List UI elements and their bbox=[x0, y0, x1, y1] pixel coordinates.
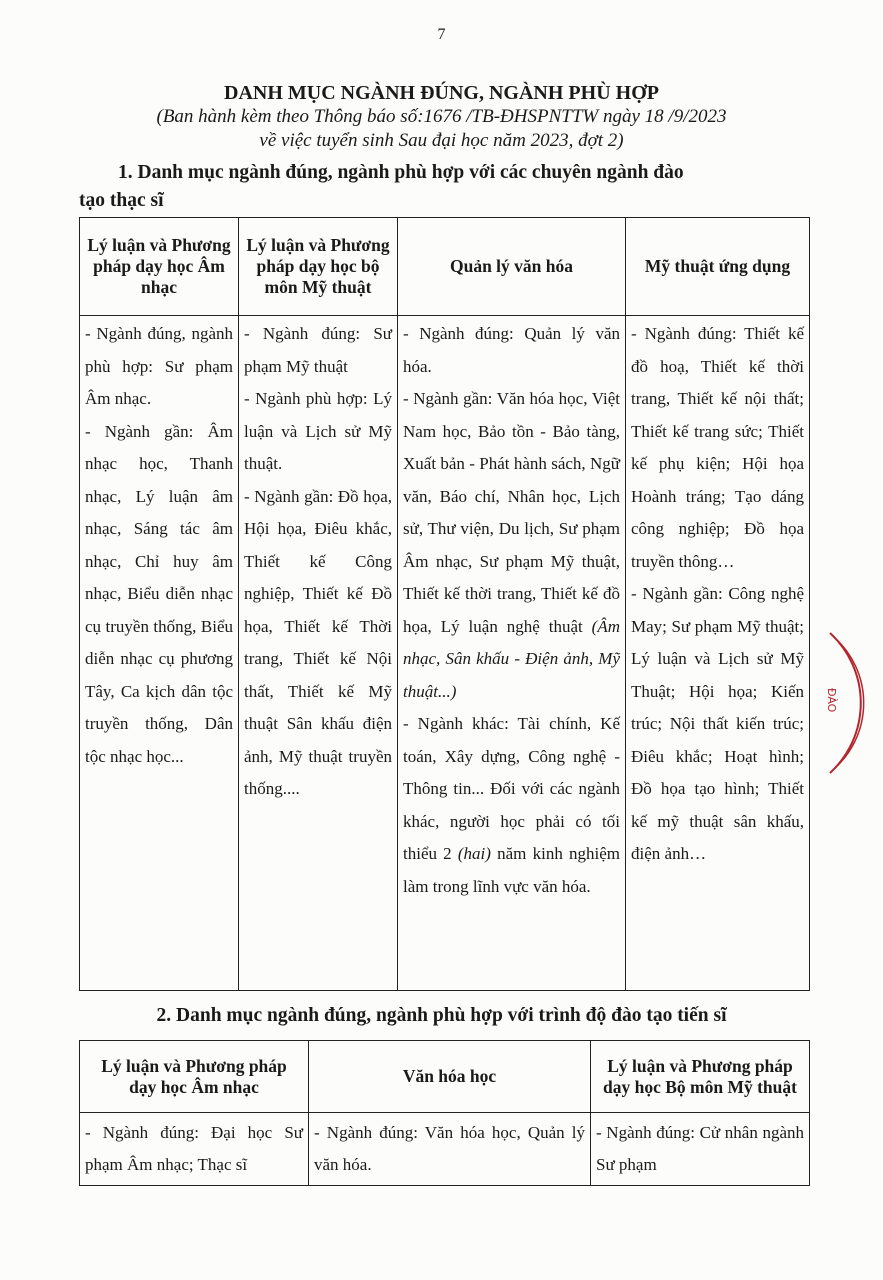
cell-paragraph: - Ngành gần: Đồ họa, Hội họa, Điêu khắc, Thiết kế Công nghiệp, Thiết kế Đồ họa, Thiết kế Thời trang, Thiết kế Nội thất, Thiết kế Mỹ thuật Sân khấu điện ảnh, Mỹ thuật truyền thống.... bbox=[244, 486, 392, 798]
header-cell: Văn hóa học bbox=[309, 1041, 591, 1113]
text: năm kinh nghiệm làm trong lĩnh vực văn hóa. bbox=[403, 844, 621, 896]
italic-text: (hai) bbox=[457, 844, 491, 863]
subtitle-line-1: (Ban hành kèm theo Thông báo số:1676 /TB-ĐHSPNTTW ngày 18 /9/2023 bbox=[156, 106, 727, 127]
header-cell: Lý luận và Phương pháp dạy học Âm nhạc bbox=[80, 1041, 309, 1113]
section-1-heading-cont: tạo thạc sĩ bbox=[79, 190, 164, 211]
table-cell: - Ngành đúng: Đại học Sư phạm Âm nhạc; Thạc sĩ bbox=[80, 1113, 309, 1186]
cell-paragraph: - Ngành đúng: Sư phạm Mỹ thuật bbox=[244, 324, 392, 376]
text: - Ngành gần: Văn hóa học, Việt Nam học, Bảo tồn - Bảo tàng, Xuất bản - Phát hành sách, Ngữ văn, Báo chí, Nhân học, Lịch sử, Thư viện, Du lịch, Sư phạm Âm nhạc, Sư phạm Mỹ thuật, Thiết kế thời trang, Thiết kế đồ họa, Lý luận nghệ thuật bbox=[403, 389, 620, 636]
text: - Ngành khác: Tài chính, Kế toán, Xây dựng, Công nghệ - Thông tin... Đối với các ngành khác, người học phải có tối thiểu 2 bbox=[403, 714, 620, 863]
cell-paragraph: - Ngành đúng: Quản lý văn hóa. bbox=[403, 324, 620, 376]
subtitle-line-2: về việc tuyển sinh Sau đại học năm 2023, đợt 2) bbox=[259, 130, 624, 151]
section-1-heading: 1. Danh mục ngành đúng, ngành phù hợp với các chuyên ngành đào bbox=[118, 162, 684, 183]
header-cell: Lý luận và Phương pháp dạy học bộ môn Mỹ thuật bbox=[239, 218, 398, 316]
table-row bbox=[80, 1113, 810, 1186]
cell-paragraph bbox=[403, 708, 620, 903]
cell-paragraph: - Ngành phù hợp: Lý luận và Lịch sử Mỹ thuật. bbox=[244, 389, 392, 473]
header-cell: Lý luận và Phương pháp dạy học Âm nhạc bbox=[80, 218, 239, 316]
table-row bbox=[80, 316, 810, 991]
italic-text: (Âm nhạc, Sân khấu - Điện ảnh, Mỹ thuật...) bbox=[403, 616, 620, 701]
page-number: 7 bbox=[437, 26, 446, 43]
cell-paragraph: - Ngành gần: Công nghệ May; Sư phạm Mỹ thuật; Lý luận và Lịch sử Mỹ Thuật; Hội họa; Kiến trúc; Nội thất kiến trúc; Điêu khắc; Hoạt hình; Đồ họa tạo hình; Thiết kế mỹ thuật sân khấu, điện ảnh… bbox=[631, 584, 804, 863]
masters-table bbox=[79, 217, 810, 991]
cell-paragraph: - Ngành gần: Âm nhạc học, Thanh nhạc, Lý luận âm nhạc, Sáng tác âm nhạc, Chỉ huy âm nhạc, Biểu diễn nhạc cụ truyền thống, Biểu diễn nhạc cụ phương Tây, Ca kịch dân tộc truyền thống, Dân tộc nhạc học... bbox=[85, 421, 233, 766]
table-header-row bbox=[80, 1041, 810, 1113]
header-cell: Lý luận và Phương pháp dạy học Bộ môn Mỹ thuật bbox=[591, 1041, 810, 1113]
table-header-row bbox=[80, 218, 810, 316]
section-2-heading: 2. Danh mục ngành đúng, ngành phù hợp với trình độ đào tạo tiến sĩ bbox=[156, 1005, 727, 1026]
cell-culture-management bbox=[398, 316, 626, 991]
cell-applied-arts bbox=[626, 316, 810, 991]
header-cell: Mỹ thuật ứng dụng bbox=[626, 218, 810, 316]
cell-fine-arts-pedagogy bbox=[239, 316, 398, 991]
cell-paragraph bbox=[403, 383, 620, 708]
document-title: DANH MỤC NGÀNH ĐÚNG, NGÀNH PHÙ HỢP bbox=[224, 82, 659, 104]
table-cell: - Ngành đúng: Văn hóa học, Quản lý văn hóa. bbox=[309, 1113, 591, 1186]
cell-paragraph: - Ngành đúng: Thiết kế đồ hoạ, Thiết kế thời trang, Thiết kế nội thất; Thiết kế trang sức; Thiết kế phụ kiện; Hội họa Hoành tráng; Tạo dáng công nghiệp; Đồ họa truyền thông… bbox=[631, 324, 804, 571]
svg-text:ĐÀO: ĐÀO bbox=[825, 688, 838, 713]
header-cell: Quản lý văn hóa bbox=[398, 218, 626, 316]
table-cell: - Ngành đúng: Cử nhân ngành Sư phạm bbox=[591, 1113, 810, 1186]
doctoral-table bbox=[79, 1040, 810, 1186]
red-seal-stamp bbox=[808, 628, 883, 778]
cell-music-pedagogy bbox=[80, 316, 239, 991]
cell-paragraph: - Ngành đúng, ngành phù hợp: Sư phạm Âm nhạc. bbox=[85, 324, 233, 408]
